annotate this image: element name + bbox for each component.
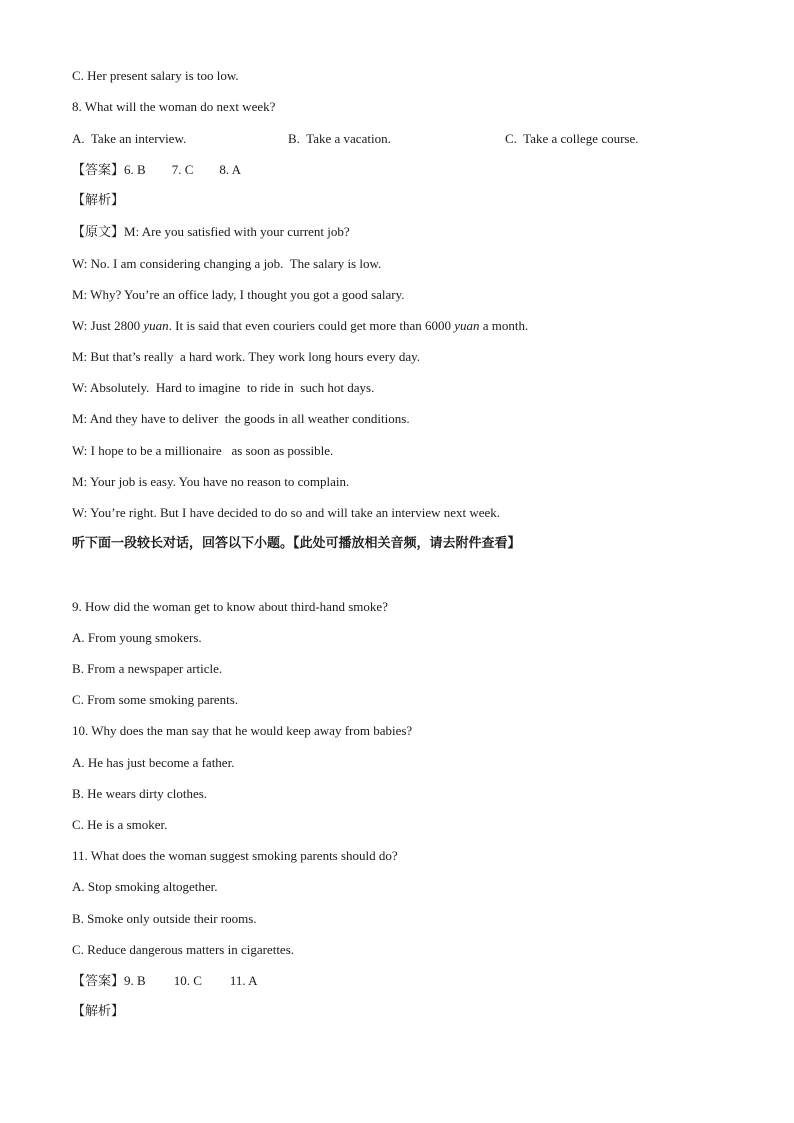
answer-item: 9. B xyxy=(124,973,146,988)
dialogue-text: . It is said that even couriers could get more than 6000 xyxy=(168,318,455,333)
answer-tag: 【答案】 xyxy=(72,163,125,178)
option-text: B. From a newspaper article. xyxy=(72,661,223,676)
answer-item: 6. B xyxy=(124,162,146,177)
question-9: 9. How did the woman get to know about third-hand smoke? xyxy=(72,599,388,614)
dialogue-text: a month. xyxy=(479,318,529,333)
dialogue-text: yuan xyxy=(143,318,169,333)
answer-item: 8. A xyxy=(219,162,242,177)
question-10: 10. Why does the man say that he would keep away from babies? xyxy=(72,723,413,738)
question-8: 8. What will the woman do next week? xyxy=(72,99,276,114)
option-text: A. Stop smoking altogether. xyxy=(72,879,218,894)
dialogue-text: yuan xyxy=(454,318,480,333)
answer-line xyxy=(72,973,258,990)
dialogue-line xyxy=(72,318,528,334)
answer-item: 11. A xyxy=(229,973,258,988)
option-text: A. He has just become a father. xyxy=(72,755,235,770)
dialogue-line: W: You’re right. But I have decided to do so and will take an interview next week. xyxy=(72,505,501,520)
section-instruction: 听下面一段较长对话，回答以下小题。【此处可播放相关音频，请去附件查看】 xyxy=(72,536,521,551)
answer-line xyxy=(72,162,241,179)
dialogue-line: W: Absolutely. Hard to imagine to ride in such hot days. xyxy=(72,380,375,395)
question-11: 11. What does the woman suggest smoking parents should do? xyxy=(72,848,398,863)
dialogue-line xyxy=(72,224,350,241)
dialogue-line: M: And they have to deliver the goods in all weather conditions. xyxy=(72,411,410,426)
dialogue-line: M: Your job is easy. You have no reason to complain. xyxy=(72,474,350,489)
option-text: A. Take an interview. xyxy=(72,131,187,146)
option-text: C. From some smoking parents. xyxy=(72,692,239,707)
option-text: A. From young smokers. xyxy=(72,630,202,645)
dialogue-text: M: Are you satisfied with your current job? xyxy=(124,224,350,239)
answer-item: 7. C xyxy=(171,162,194,177)
analysis-tag: 【解析】 xyxy=(72,1004,125,1019)
transcript-tag: 【原文】 xyxy=(72,225,125,240)
dialogue-line: M: Why? You’re an office lady, I thought you got a good salary. xyxy=(72,287,405,302)
answer-tag: 【答案】 xyxy=(72,974,125,989)
dialogue-line: W: I hope to be a millionaire as soon as possible. xyxy=(72,443,334,458)
option-text: B. He wears dirty clothes. xyxy=(72,786,208,801)
analysis-tag: 【解析】 xyxy=(72,193,125,208)
option-text: C. Her present salary is too low. xyxy=(72,68,239,83)
option-text: C. He is a smoker. xyxy=(72,817,168,832)
option-text: B. Smoke only outside their rooms. xyxy=(72,911,257,926)
dialogue-text: W: Just 2800 xyxy=(72,318,144,333)
dialogue-line: M: But that’s really a hard work. They work long hours every day. xyxy=(72,349,421,364)
answer-item: 10. C xyxy=(173,973,202,988)
option-text: B. Take a vacation. xyxy=(288,131,391,146)
option-text: C. Take a college course. xyxy=(505,131,639,146)
option-text: C. Reduce dangerous matters in cigarettes. xyxy=(72,942,295,957)
dialogue-line: W: No. I am considering changing a job. The salary is low. xyxy=(72,256,382,271)
